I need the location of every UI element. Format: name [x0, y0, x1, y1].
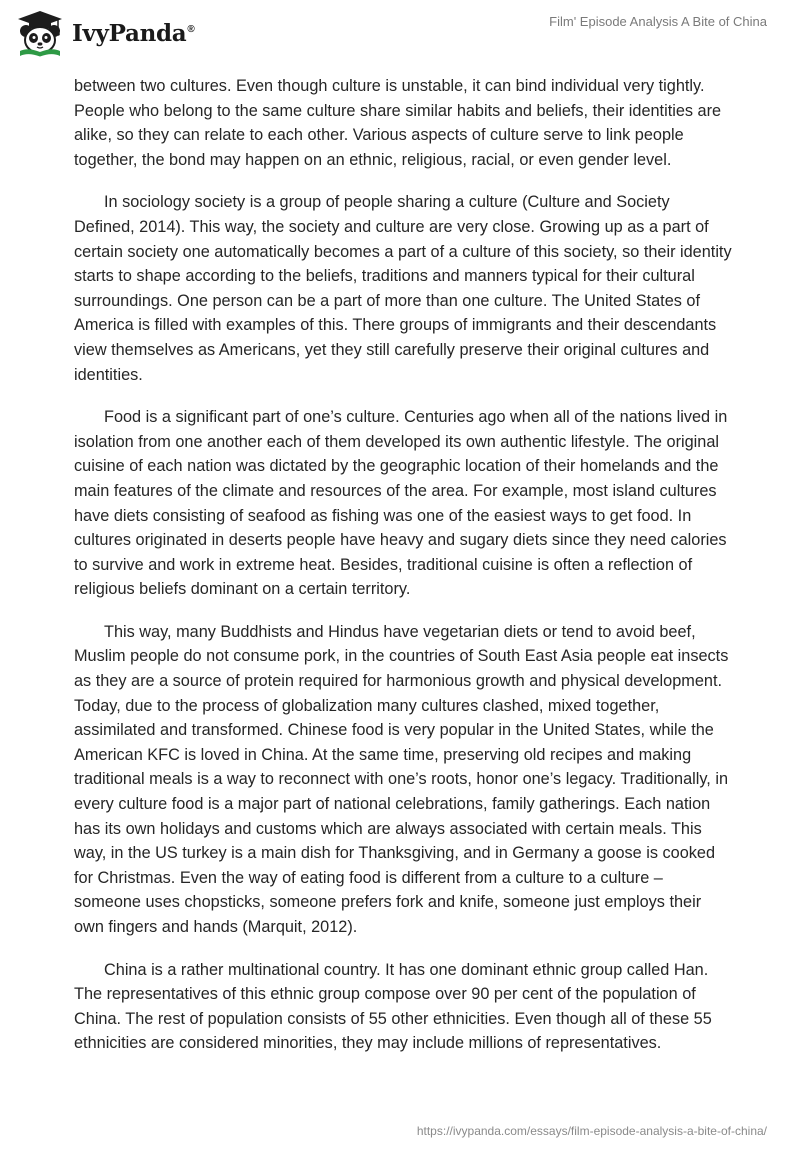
paragraph: In sociology society is a group of people sharing a culture (Culture and Society Defined, 2014). This way, the society and culture are very close. Growing up as a part of certain society one automatically becomes a part of a culture of this society, so their identity starts to shape according to the beliefs, traditions and manners typical for their cultural surroundings. One person can be a part of more than one culture. The United States of America is filled with examples of this. There groups of immigrants and their descendants view themselves as Americans, yet they still carefully preserve their original cultures and identities. [74, 193, 732, 384]
paragraph: Food is a significant part of one’s culture. Centuries ago when all of the nations lived in isolation from one another each of them developed its own authentic lifestyle. The original cuisine of each nation was dictated by the geographic location of their homelands and the main features of the climate and resources of the area. For example, most island cultures have diets consisting of seafood as fishing was one of the easiest ways to get food. In cultures originated in deserts people have heavy and sugary diets since they need calories to survive and work in extreme heat. Besides, traditional cuisine is often a reflection of religious beliefs dominant on a certain territory. [74, 408, 728, 599]
source-url[interactable]: https://ivypanda.com/essays/film-episode-analysis-a-bite-of-china/ [416, 1124, 767, 1138]
paragraph: China is a rather multinational country. It has one dominant ethnic group called Han. The representatives of this ethnic group compose over 90 per cent of the population of China. The rest of population consists of 55 other ethnicities. Even though all of these 55 ethnicities are considered minorities, they may include millions of representatives. [74, 960, 712, 1053]
logo[interactable] [14, 9, 194, 57]
paragraph: This way, many Buddhists and Hindus have vegetarian diets or tend to avoid beef, Muslim people do not consume pork, in the countries of South East Asia people eat insects as they are a source of protein required for harmonious growth and physical development. Today, due to the process of globalization many cultures clashed, mixed together, assimilated and transformed. Chinese food is very popular in the United States, while the American KFC is loved in China. At the same time, preserving old recipes and making traditional meals is a way to reconnect with one’s roots, honor one’s legacy. Traditionally, in every culture food is a major part of national celebrations, family gatherings. Each nation has its own holidays and customs which are always associated with certain meals. This way, in the US turkey is a main dish for Thanksgiving, and in Germany a goose is cooked for Christmas. Even the way of eating food is different from a culture to a culture – someone uses chopsticks, someone prefers fork and knife, someone just employs their own fingers and hands (Marquit, 2012). [74, 622, 729, 936]
page-header [0, 0, 800, 70]
paragraph: between two cultures. Even though culture is unstable, it can bind individual very tightly. People who belong to the same culture share similar habits and beliefs, their identities are alike, so they can relate to each other. Various aspects of culture serve to link people together, the bond may happen on an ethnic, religious, racial, or even gender level. [74, 77, 722, 169]
logo-text: IvyPanda® [72, 19, 195, 47]
panda-graduate-icon [14, 9, 66, 57]
document-title: Film' Episode Analysis A Bite of China [549, 14, 767, 29]
essay-body [74, 74, 734, 1074]
registered-mark: ® [187, 23, 195, 35]
